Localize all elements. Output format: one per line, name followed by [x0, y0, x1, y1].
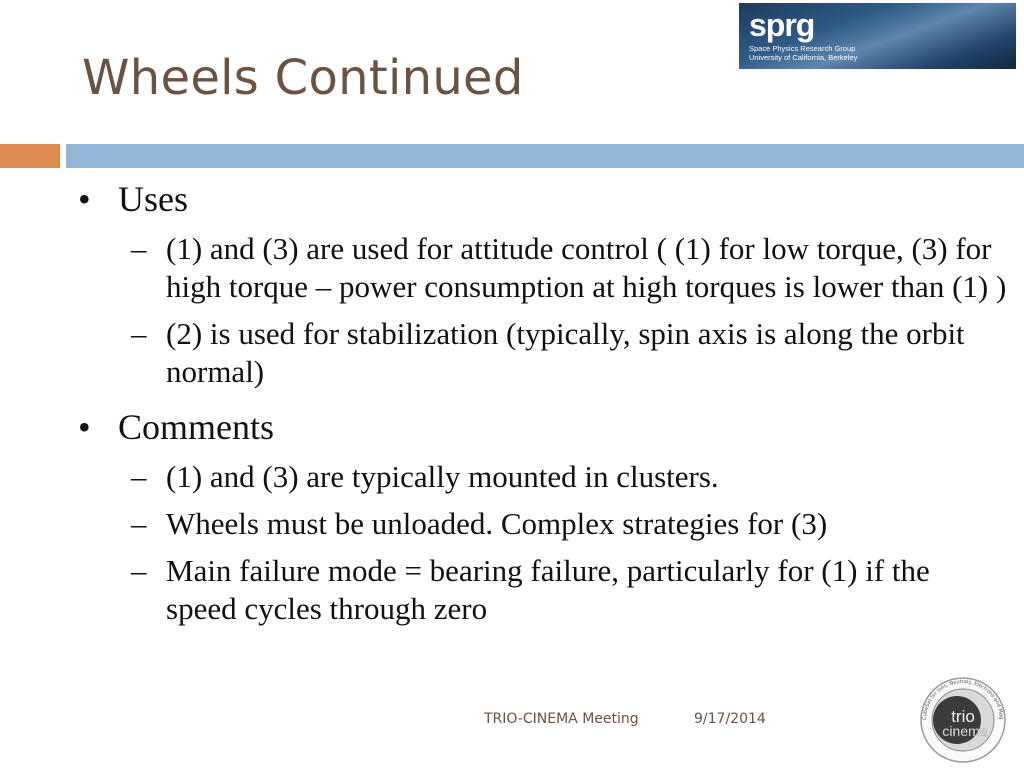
- accent-bar-blue: [66, 144, 1024, 168]
- sprg-logo-subtitle: Space Physics Research Group University of California, Berkeley: [749, 44, 858, 62]
- slide-body: [78, 178, 1008, 637]
- sub-bullet: – Wheels must be unloaded. Complex strategies for (3): [131, 506, 828, 541]
- sprg-logo: [739, 3, 1016, 69]
- sprg-logo-word: sprg: [749, 7, 815, 43]
- dash-icon: –: [131, 231, 147, 266]
- sub-bullet: – (2) is used for stabilization (typically, spin axis is along the orbit normal): [131, 316, 965, 389]
- dash-icon: –: [131, 553, 147, 588]
- bullet-dot-icon: •: [78, 179, 91, 219]
- bullet-dot-icon: •: [78, 407, 91, 447]
- accent-bar-orange: [0, 144, 60, 168]
- trio-cinema-seal: [910, 676, 1016, 764]
- seal-ring-text: CubeSat for Ions, Neutrals, Electrons and Mag: [921, 678, 1005, 721]
- dash-icon: –: [131, 316, 147, 351]
- sub-bullet: – (1) and (3) are typically mounted in clusters.: [131, 459, 719, 494]
- bullet-uses: • Uses: [78, 179, 188, 219]
- footer-date: 9/17/2014: [694, 711, 766, 727]
- sub-bullet: – Main failure mode = bearing failure, particularly for (1) if the speed cycles through zero: [131, 553, 930, 626]
- sub-bullet: – (1) and (3) are used for attitude control ( (1) for low torque, (3) for high torque – power consumption at high torques is lower than (1) ): [131, 231, 1007, 304]
- dash-icon: –: [131, 459, 147, 494]
- footer-meeting: TRIO-CINEMA Meeting: [484, 711, 639, 727]
- seal-word-trio: trio: [951, 707, 975, 726]
- bullet-comments: • Comments: [78, 407, 275, 447]
- dash-icon: –: [131, 506, 147, 541]
- seal-word-cinema: cinema: [942, 723, 988, 739]
- slide-title: Wheels Continued: [82, 50, 524, 106]
